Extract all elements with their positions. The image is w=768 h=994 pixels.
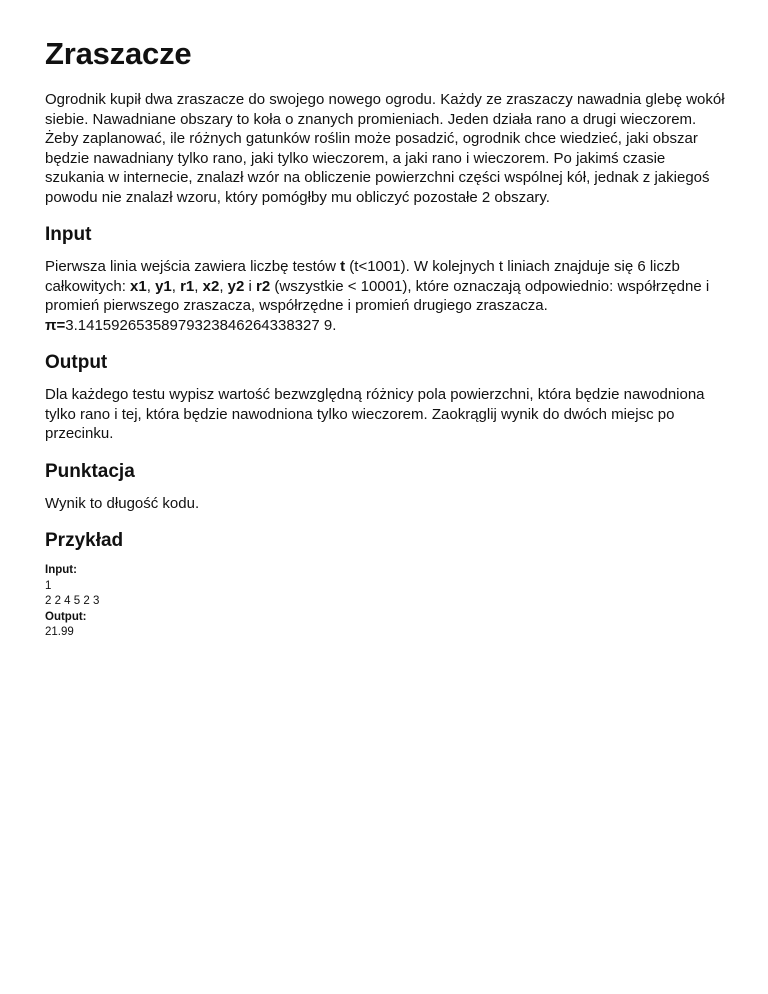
pi-label: π= xyxy=(45,316,66,334)
example-heading: Przykład xyxy=(45,530,124,551)
example-section xyxy=(45,529,728,641)
example-input-line: 2 2 4 5 2 3 xyxy=(45,595,100,608)
input-section xyxy=(45,223,728,335)
input-text-part: (t<1001). W kolejnych t liniach znajduje się 6 liczb całkowitych: xyxy=(45,258,680,295)
page-title: Zraszacze xyxy=(45,36,192,71)
example-output-label: Output: xyxy=(45,610,87,623)
variable-x2: x2 xyxy=(202,277,220,295)
input-heading: Input xyxy=(45,224,92,245)
output-section xyxy=(45,351,728,444)
example-input-label: Input: xyxy=(45,564,77,576)
input-text-part: Pierwsza linia wejścia zawiera liczbę testów xyxy=(45,258,341,275)
scoring-description: Wynik to długość kodu. xyxy=(45,494,200,512)
variable-y1: y1 xyxy=(155,277,172,295)
pi-value: 3.14159265358979323846264338327 9. xyxy=(65,316,337,334)
variable-r1: r1 xyxy=(180,277,195,295)
scoring-heading: Punktacja xyxy=(45,460,135,482)
separator: i xyxy=(244,277,257,295)
variable-t: t xyxy=(340,258,346,275)
intro-paragraph: Ogrodnik kupił dwa zraszacze do swojego nowego ogrodu. Każdy ze zraszaczy nawadnia glebę wokół siebie. Nawadniane obszary to koła o znanych promieniach. Jeden działa rano a drugi wieczorem. Żeby zaplanować, ile różnych gatunków roślin może posadzić, ogrodnik chce wiedzieć, jaki obszar będzie nawadniany tylko rano, jaki tylko wieczorem, a jaki rano i wieczorem. Po jakimś czasie szukania w internecie, znalazł wzór na obliczenie powierzchni części wspólnej kół, jednak z jakiegoś powodu nie znalazł wzoru, który pomógłby mu obliczyć pozostałe 2 obszary. xyxy=(45,91,725,206)
separator: , xyxy=(219,277,228,295)
output-heading: Output xyxy=(45,352,108,373)
example-block xyxy=(45,563,728,641)
variable-r2: r2 xyxy=(256,277,271,295)
scoring-section xyxy=(45,460,728,514)
input-description xyxy=(45,257,728,335)
separator: , xyxy=(146,277,156,295)
example-input-line: 1 xyxy=(45,579,52,592)
variable-y2: y2 xyxy=(227,277,245,295)
example-output-line: 21.99 xyxy=(45,626,74,639)
separator: , xyxy=(194,277,203,295)
variable-x1: x1 xyxy=(130,277,147,295)
input-text-part: (wszystkie < 10001), które oznaczają odpowiednio: współrzędne i promień pierwszego zraszacza, współrzędne i promień drugiego zraszacza. xyxy=(45,277,710,314)
output-description: Dla każdego testu wypisz wartość bezwzględną różnicy pola powierzchni, która będzie nawodniona tylko rano i tej, która będzie nawodniona tylko wieczorem. Zaokrąglij wynik do dwóch miejsc po przecinku. xyxy=(45,386,705,442)
separator: , xyxy=(171,277,181,295)
